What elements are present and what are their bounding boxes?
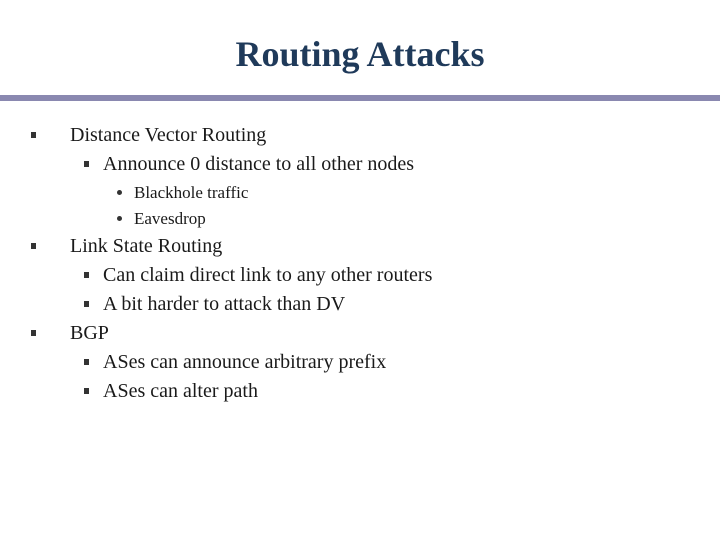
bullet-distance-vector: [0, 121, 720, 150]
bullet-link-state: [0, 232, 720, 261]
sub-bullet-announce-prefix: [0, 348, 720, 377]
sub-bullet-claim-link: [0, 261, 720, 290]
bullet-text: Blackhole traffic: [134, 183, 249, 202]
bullet-text: Eavesdrop: [134, 209, 206, 228]
bullet-text: Distance Vector Routing: [70, 124, 267, 146]
square-bullet-icon: [84, 388, 89, 394]
bullet-text: ASes can announce arbitrary prefix: [103, 351, 387, 373]
sub-sub-bullet-blackhole: [0, 180, 720, 206]
square-bullet-icon: [84, 359, 89, 365]
bullet-text: Can claim direct link to any other routers: [103, 264, 433, 286]
square-bullet-icon: [31, 243, 36, 249]
sub-bullet-alter-path: [0, 377, 720, 406]
bullet-bgp: [0, 319, 720, 348]
sub-bullet-harder-than-dv: [0, 290, 720, 319]
round-bullet-icon: [117, 190, 122, 195]
bullet-text: Announce 0 distance to all other nodes: [103, 153, 415, 175]
square-bullet-icon: [31, 132, 36, 138]
round-bullet-icon: [117, 216, 122, 221]
square-bullet-icon: [84, 301, 89, 307]
bullet-list: [0, 121, 720, 406]
title-divider: [0, 95, 720, 101]
sub-bullet-announce-zero: [0, 150, 720, 179]
bullet-text: ASes can alter path: [103, 380, 258, 402]
slide-title: Routing Attacks: [235, 34, 485, 74]
square-bullet-icon: [84, 272, 89, 278]
square-bullet-icon: [31, 330, 36, 336]
bullet-text: A bit harder to attack than DV: [103, 293, 346, 315]
bullet-text: BGP: [70, 322, 109, 344]
square-bullet-icon: [84, 161, 89, 167]
bullet-text: Link State Routing: [70, 235, 223, 257]
sub-sub-bullet-eavesdrop: [0, 206, 720, 232]
